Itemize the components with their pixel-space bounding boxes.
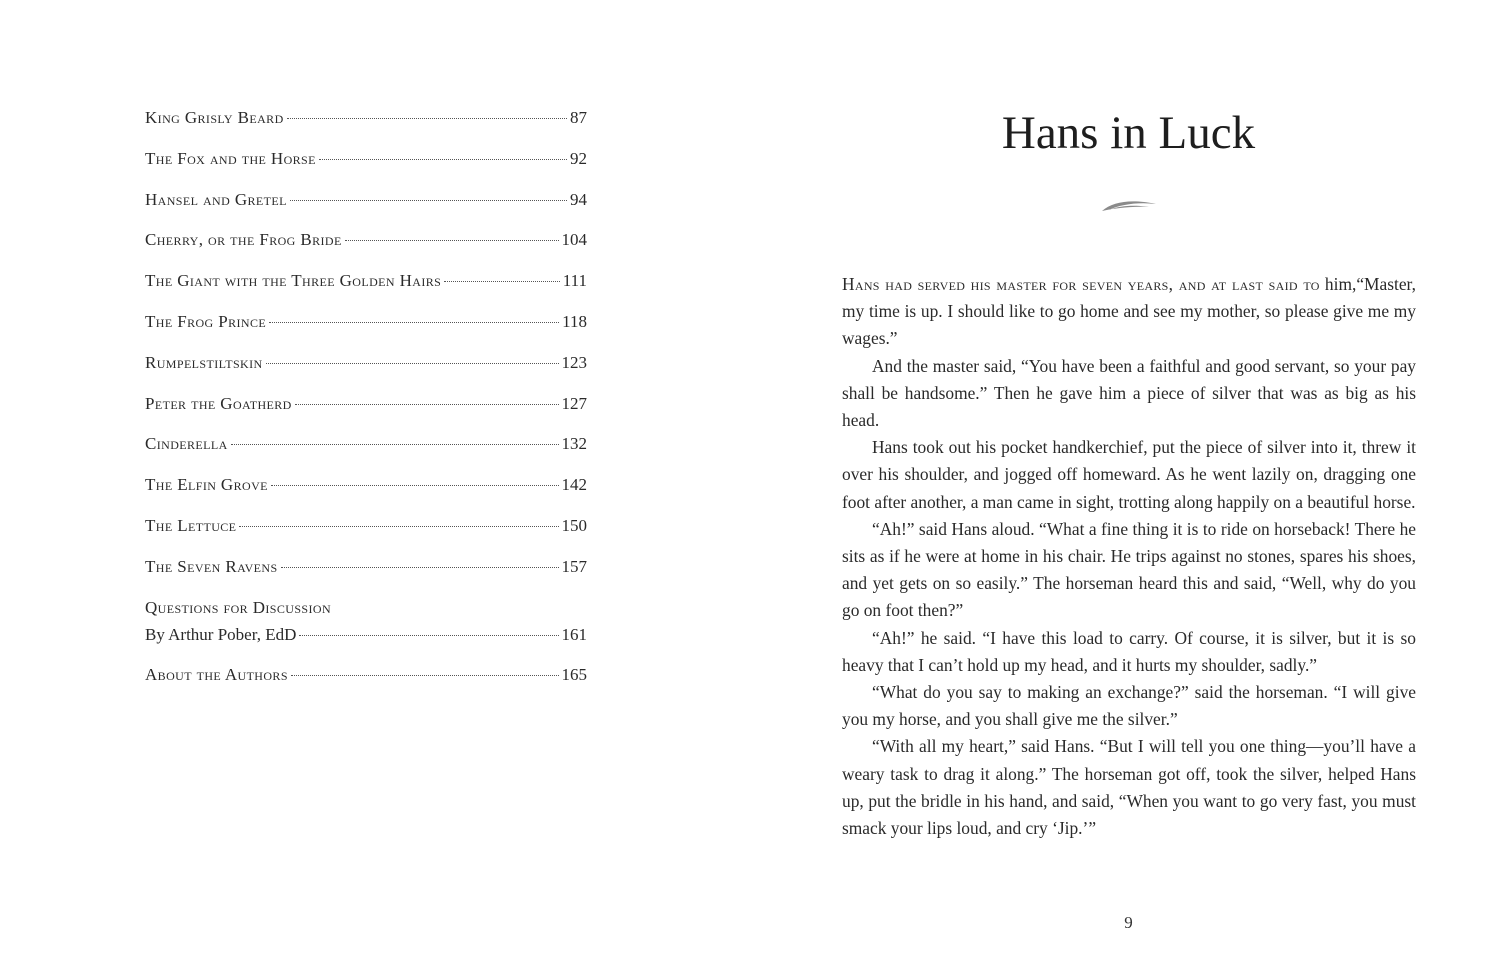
- toc-entry-title: The Seven Ravens: [145, 556, 278, 576]
- paragraph-text: him,“Master, my time is up. I should like to go home and see my mother, so please give me my wages.”: [842, 274, 1416, 349]
- toc-entry: [145, 353, 587, 394]
- toc-dot-leader: [281, 566, 559, 568]
- toc-dot-leader: [299, 634, 558, 636]
- toc-entry-title: The Giant with the Three Golden Hairs: [145, 271, 442, 291]
- small-caps-lead-in: Hans had served his master for seven years, and at last said to: [842, 274, 1320, 294]
- toc-entry-title: About the Authors: [145, 664, 288, 684]
- toc-page-number: 150: [561, 515, 587, 535]
- toc-dot-leader: [269, 321, 559, 323]
- toc-page-number: 92: [570, 148, 587, 168]
- toc-page-number: 157: [561, 556, 587, 576]
- toc-entry-title: Hansel and Gretel: [145, 189, 287, 209]
- paragraph: “What do you say to making an exchange?” said the horseman. “I will give you my horse, and you shall give me the silver.”: [842, 682, 1416, 730]
- toc-dot-leader: [295, 403, 559, 405]
- toc-page-number: 132: [561, 434, 587, 454]
- toc-entry-title: Rumpelstiltskin: [145, 352, 263, 372]
- toc-entry-subtitle-line: [145, 625, 587, 652]
- paragraph: And the master said, “You have been a faithful and good servant, so your pay shall be handsome.” Then he gave him a piece of silver that was as big as his head.: [842, 355, 1416, 431]
- toc-entry: [145, 475, 587, 516]
- toc-page-number: 142: [561, 475, 587, 495]
- paragraph: “Ah!” he said. “I have this load to carry. Of course, it is silver, but it is so heavy that I can’t hold up my head, and it hurts my shoulder, sadly.”: [842, 627, 1416, 675]
- paragraph: “With all my heart,” said Hans. “But I will tell you one thing—you’ll have a weary task to drag it along.” The horseman got off, took the silver, helped Hans up, put the bridle in his hand, and said, “When you want to go very fast, you must smack your lips loud, and cry ‘Jip.’”: [842, 736, 1416, 839]
- toc-dot-leader: [287, 117, 567, 119]
- toc-dot-leader: [345, 239, 559, 241]
- right-page: [750, 0, 1500, 979]
- toc-page-number: 94: [570, 189, 587, 209]
- chapter-title: Hans in Luck: [1001, 107, 1256, 159]
- toc-entry-title: Cherry, or the Frog Bride: [145, 230, 342, 250]
- toc-page-number: 165: [561, 664, 587, 684]
- table-of-contents: [145, 108, 587, 705]
- toc-dot-leader: [271, 484, 559, 486]
- swash-ornament-icon: [1099, 197, 1159, 217]
- toc-entry-title-line: [145, 598, 587, 625]
- toc-entry-title: Questions for Discussion: [145, 597, 332, 617]
- toc-entry: [145, 108, 587, 149]
- toc-page-number: 111: [562, 271, 587, 291]
- toc-dot-leader: [291, 674, 559, 676]
- toc-dot-leader: [290, 199, 567, 201]
- toc-page-number: 87: [570, 108, 587, 127]
- toc-dot-leader: [444, 280, 560, 282]
- toc-entry-title: The Lettuce: [145, 515, 237, 535]
- toc-page-number: 161: [561, 624, 587, 644]
- toc-entry: [145, 190, 587, 231]
- toc-entry-title: Cinderella: [145, 434, 228, 454]
- page-number: 9: [1124, 913, 1133, 932]
- paragraph: Hans took out his pocket handkerchief, put the piece of silver into it, threw it over his shoulder, and jogged off homeward. As he went lazily on, dragging one foot after another, a man came in sight, trotting along happily on a beautiful horse.: [842, 437, 1416, 512]
- toc-page-number: 127: [561, 393, 587, 413]
- chapter-body: [842, 271, 1416, 842]
- toc-entry: [145, 665, 587, 706]
- toc-entry: [145, 598, 587, 652]
- toc-entry-subtitle: By Arthur Pober, EdD: [145, 624, 297, 644]
- toc-entry-title: Peter the Goatherd: [145, 393, 292, 413]
- toc-page-number: 104: [561, 230, 587, 250]
- toc-entry-title: The Fox and the Horse: [145, 148, 316, 168]
- paragraph: [842, 271, 1416, 353]
- toc-entry: [145, 312, 587, 353]
- toc-entry: [145, 271, 587, 312]
- toc-dot-leader: [266, 362, 559, 364]
- toc-entry: [145, 149, 587, 190]
- toc-dot-leader: [231, 443, 559, 445]
- toc-dot-leader: [319, 158, 567, 160]
- toc-entry-title: King Grisly Beard: [145, 108, 284, 127]
- toc-entry: [145, 230, 587, 271]
- toc-entry: [145, 394, 587, 435]
- toc-page-number: 118: [562, 311, 587, 331]
- toc-dot-leader: [239, 525, 558, 527]
- toc-entry: [145, 434, 587, 475]
- toc-entry: [145, 557, 587, 598]
- toc-page-number: 123: [561, 352, 587, 372]
- toc-entry-title: The Frog Prince: [145, 311, 267, 331]
- toc-entry: [145, 516, 587, 557]
- toc-entry-title: The Elfin Grove: [145, 475, 268, 495]
- paragraph: “Ah!” said Hans aloud. “What a fine thing it is to ride on horseback! There he sits as if he were at home in his chair. He trips against no stones, spares his shoes, and yet gets on so easily.” The horseman heard this and said, “Well, why do you go on foot then?”: [842, 518, 1416, 621]
